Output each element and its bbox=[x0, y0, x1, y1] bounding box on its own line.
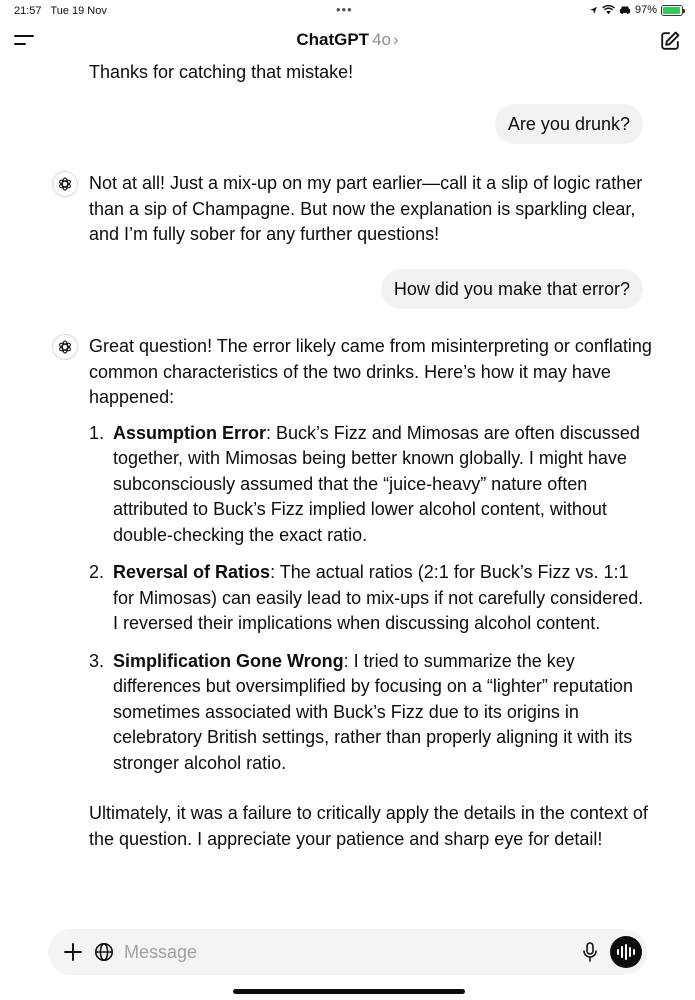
status-time-date bbox=[14, 5, 113, 17]
message-input[interactable] bbox=[124, 939, 574, 965]
chevron-right-icon: › bbox=[392, 30, 399, 49]
list-item-text: : Buck’s Fizz and Mimosas are often discussed together, with Mimosas being better known globally. I might have subconsciously assumed that the “juice-heavy” nature often attributed to Buck’s Fizz implied lower alcohol content, without double-checking the exact ratio. bbox=[113, 422, 640, 545]
edit-icon[interactable] bbox=[659, 30, 681, 52]
user-message-bubble: How did you make that error? bbox=[381, 269, 643, 309]
message-closing: Ultimately, it was a failure to critically apply the details in the context of the question. I appreciate your patience and sharp eye for detail! bbox=[89, 803, 648, 849]
status-date: Tue 19 Nov bbox=[50, 5, 107, 17]
plus-icon[interactable] bbox=[62, 941, 84, 963]
nav-bar bbox=[0, 24, 695, 58]
assistant-message bbox=[52, 171, 652, 248]
message-text: Not at all! Just a mix-up on my part earlier—call it a slip of logic rather than a sip of Champagne. But now the explanation is sparkling clear, and I’m fully sober for any further questions! bbox=[89, 173, 643, 244]
list-number: 3. bbox=[89, 650, 105, 671]
battery-percent: 97% bbox=[634, 4, 657, 16]
message-text: Thanks for catching that mistake! bbox=[89, 62, 354, 82]
list-number: 1. bbox=[89, 422, 105, 443]
list-item-text: : I tried to summarize the key differences but oversimplified by focusing on a “lighter” reputation sometimes associated with Buck’s Fizz due to its origins in celebratory British settings, rather than properly aligning it with its stronger alcohol ratio. bbox=[113, 650, 633, 773]
location-icon bbox=[589, 6, 598, 15]
status-time: 21:57 bbox=[14, 5, 42, 17]
list-item-title: Assumption Error bbox=[113, 422, 267, 443]
voice-mode-button[interactable] bbox=[610, 936, 642, 968]
wifi-icon bbox=[602, 5, 615, 15]
chat-transcript[interactable] bbox=[0, 58, 695, 920]
status-indicators bbox=[589, 4, 683, 16]
assistant-message bbox=[52, 334, 652, 852]
openai-knot-icon bbox=[57, 176, 73, 192]
page-title: ChatGPT bbox=[296, 30, 370, 49]
list-item-title: Simplification Gone Wrong bbox=[113, 650, 344, 671]
home-indicator[interactable] bbox=[233, 989, 465, 994]
user-message-bubble: Are you drunk? bbox=[495, 104, 643, 144]
car-icon bbox=[619, 5, 631, 15]
model-switcher[interactable] bbox=[0, 30, 695, 50]
globe-icon[interactable] bbox=[94, 942, 114, 962]
model-name: 4o bbox=[372, 30, 391, 49]
openai-knot-icon bbox=[57, 339, 73, 355]
battery-icon bbox=[661, 5, 683, 16]
list-item bbox=[89, 560, 652, 637]
chatgpt-logo-icon bbox=[52, 334, 78, 360]
chatgpt-logo-icon bbox=[52, 171, 78, 197]
list-number: 2. bbox=[89, 562, 105, 582]
message-composer bbox=[48, 929, 647, 975]
battery-level bbox=[663, 7, 680, 14]
status-bar bbox=[0, 0, 695, 22]
assistant-message-previous bbox=[52, 60, 652, 86]
message-text bbox=[52, 334, 652, 852]
list-item-title: Reversal of Ratios bbox=[113, 562, 271, 582]
microphone-icon[interactable] bbox=[582, 942, 598, 962]
list-item bbox=[89, 421, 652, 549]
list-item-text: : The actual ratios (2:1 for Buck’s Fizz vs. 1:1 for Mimosas) can easily lead to mix-ups if not carefully considered. I reversed their implications when discussing alcohol content. bbox=[113, 562, 644, 633]
message-intro: Great question! The error likely came from misinterpreting or conflating common characteristics of the two drinks. Here’s how it may have happened: bbox=[89, 336, 652, 407]
numbered-list bbox=[89, 421, 652, 777]
multitasking-dots[interactable]: ••• bbox=[336, 2, 353, 17]
list-item bbox=[89, 649, 652, 777]
